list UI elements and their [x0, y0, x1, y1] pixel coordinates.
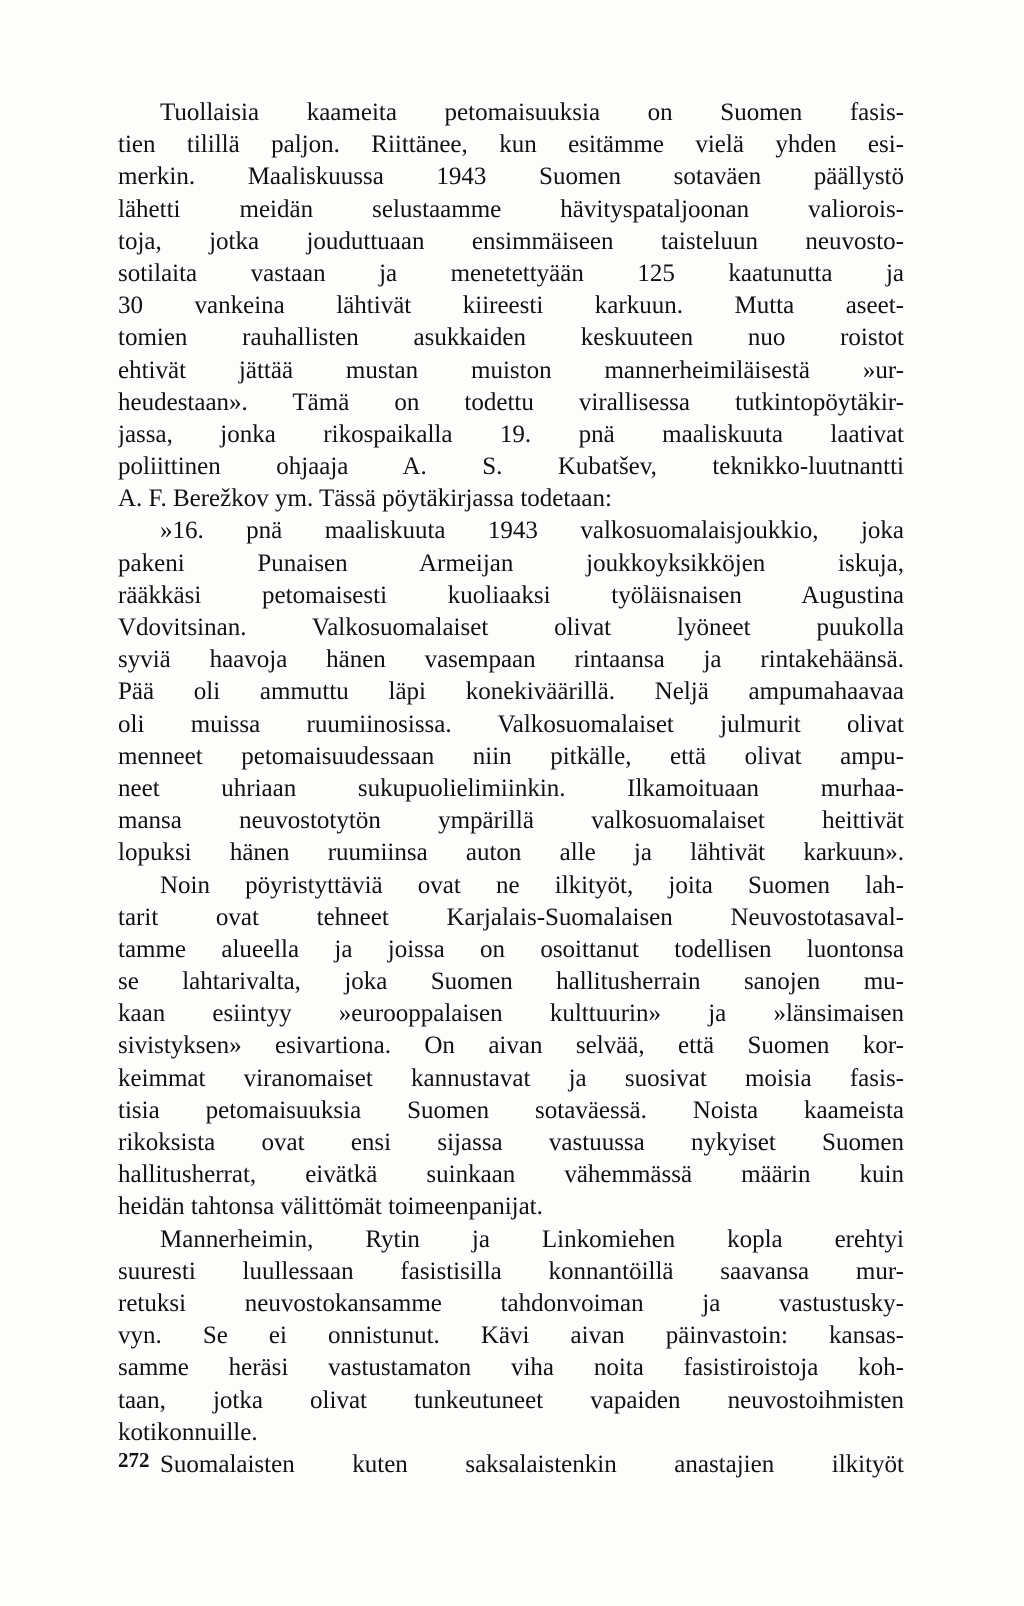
text-line: rääkkäsi petomaisesti kuoliaaksi työläisnaisen Augustina	[118, 581, 904, 609]
text-line: rikoksista ovat ensi sijassa vastuussa nykyiset Suomen	[118, 1129, 904, 1156]
text-line: tien tilillä paljon. Riittänee, kun esitämme vielä yhden esi-	[118, 131, 904, 159]
text-line: Vdovitsinan. Valkosuomalaiset olivat lyöneet puukolla	[118, 614, 904, 641]
text-line: oli muissa ruumiinosissa. Valkosuomalaiset julmurit olivat	[118, 710, 904, 738]
text-line: toja, jotka jouduttuaan ensimmäiseen taisteluun neuvosto-	[118, 227, 904, 255]
text-line: Suomalaisten kuten saksalaistenkin anastajien ilkityöt	[160, 1450, 904, 1478]
text-line: vyn. Se ei onnistunut. Kävi aivan päinvastoin: kansas-	[118, 1322, 904, 1350]
text-line: tisia petomaisuuksia Suomen sotaväessä. Noista kaameista	[118, 1096, 904, 1124]
text-line: tarit ovat tehneet Karjalais-Suomalaisen Neuvostotasaval-	[118, 903, 904, 931]
text-line: Pää oli ammuttu läpi konekiväärillä. Neljä ampumahaavaa	[118, 678, 904, 706]
text-line: poliittinen ohjaaja A. S. Kubatšev, teknikko-luutnantti	[118, 453, 904, 481]
text-line: tomien rauhallisten asukkaiden keskuuteen nuo roistot	[118, 324, 904, 352]
text-line: tamme alueella ja joissa on osoittanut todellisen luontonsa	[118, 935, 904, 963]
text-line: menneet petomaisuudessaan niin pitkälle, että olivat ampu-	[118, 742, 904, 770]
text-line: heudestaan». Tämä on todettu virallisessa tutkintopöytäkir-	[118, 388, 904, 416]
text-line: jassa, jonka rikospaikalla 19. pnä maaliskuuta laativat	[118, 420, 904, 448]
text-line: sivistyksen» esivartiona. On aivan selvää, että Suomen kor-	[118, 1032, 904, 1060]
text-line: se lahtarivalta, joka Suomen hallitusherrain sanojen mu-	[118, 968, 904, 996]
text-line: »16. pnä maaliskuuta 1943 valkosuomalaisjoukkio, joka	[160, 517, 904, 545]
text-line: kotikonnuille.	[118, 1418, 258, 1446]
text-line: heidän tahtonsa välittömät toimeenpanijat.	[118, 1193, 543, 1221]
text-line: neet uhriaan sukupuolielimiinkin. Ilkamoituaan murhaa-	[118, 774, 904, 802]
text-line: keimmat viranomaiset kannustavat ja suosivat moisia fasis-	[118, 1064, 904, 1092]
text-line: pakeni Punaisen Armeijan joukkoyksikköjen iskuja,	[118, 549, 904, 577]
text-line: mansa neuvostotytön ympärillä valkosuomalaiset heittivät	[118, 807, 904, 835]
text-line: Mannerheimin, Rytin ja Linkomiehen kopla erehtyi	[160, 1225, 904, 1253]
text-line: sotilaita vastaan ja menetettyään 125 kaatunutta ja	[118, 259, 904, 287]
text-line: kaan esiintyy »eurooppalaisen kulttuurin» ja »länsimaisen	[118, 1000, 904, 1028]
text-line: Noin pöyristyttäviä ovat ne ilkityöt, joita Suomen lah-	[160, 871, 904, 899]
text-line: A. F. Berežkov ym. Tässä pöytäkirjassa todetaan:	[118, 485, 612, 513]
page-number: 272	[118, 1448, 150, 1472]
text-line: merkin. Maaliskuussa 1943 Suomen sotaväen päällystö	[118, 163, 904, 191]
text-line: taan, jotka olivat tunkeutuneet vapaiden neuvostoihmisten	[118, 1386, 904, 1414]
text-line: lähetti meidän selustaamme hävityspataljoonan valiorois-	[118, 195, 904, 223]
text-line: lopuksi hänen ruumiinsa auton alle ja lähtivät karkuun».	[118, 839, 904, 867]
text-line: 30 vankeina lähtivät kiireesti karkuun. Mutta aseet-	[118, 292, 904, 320]
text-line: syviä haavoja hänen vasempaan rintaansa ja rintakehäänsä.	[118, 646, 904, 674]
text-line: ehtivät jättää mustan muiston mannerheimiläisestä »ur-	[118, 356, 904, 384]
text-line: samme heräsi vastustamaton viha noita fasistiroistoja koh-	[118, 1354, 904, 1382]
text-line: Tuollaisia kaameita petomaisuuksia on Suomen fasis-	[160, 99, 904, 126]
text-line: hallitusherrat, eivätkä suinkaan vähemmässä määrin kuin	[118, 1161, 904, 1189]
text-line: retuksi neuvostokansamme tahdonvoiman ja vastustusky-	[118, 1289, 904, 1317]
body-text	[118, 97, 904, 1481]
text-line: suuresti luullessaan fasistisilla konnantöillä saavansa mur-	[118, 1257, 904, 1285]
